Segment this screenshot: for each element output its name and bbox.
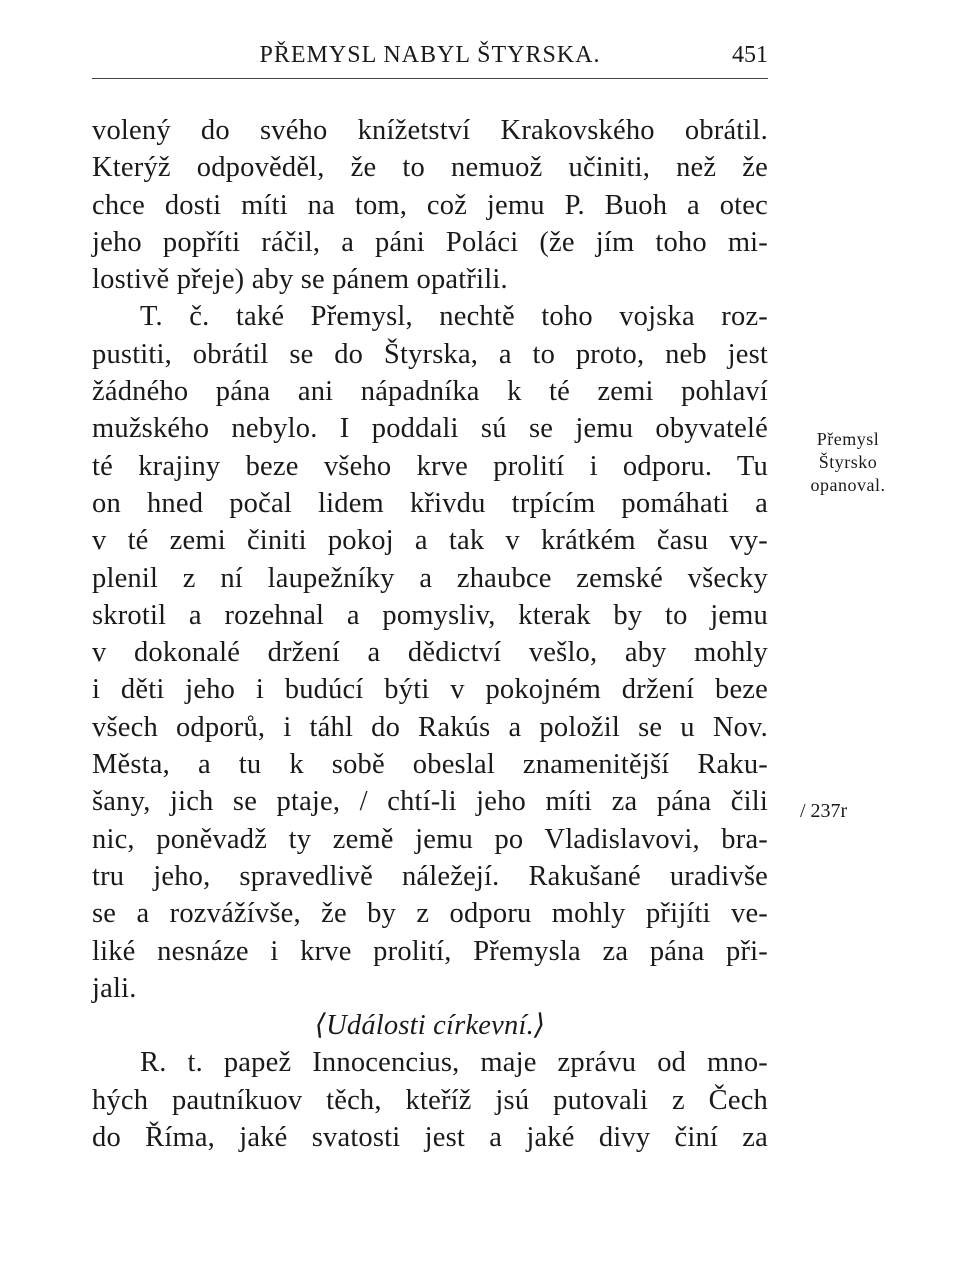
text-line: volený do svého knížetství Krakovského obrátil. — [92, 115, 768, 146]
text-line: T. č. také Přemysl, nechtě toho vojska roz- — [140, 301, 768, 333]
text-line: jali. — [92, 972, 137, 1004]
text-line: skrotil a rozehnal a pomysliv, kterak by to jemu — [92, 599, 768, 631]
text-line: všech odporů, i táhl do Rakús a položil se u Nov. — [92, 711, 768, 743]
page-number: 451 — [732, 42, 768, 68]
running-head — [92, 38, 768, 78]
folio-mark: / 237r — [800, 800, 848, 822]
running-title: PŘEMYSL NABYL ŠTYRSKA. — [259, 42, 601, 68]
text-line: Kterýž odpověděl, že to nemuož učiniti, než že — [92, 152, 768, 184]
text-line: i děti jeho i budúcí býti v pokojném držení beze — [92, 674, 768, 706]
margin-note-line: Štyrsko — [818, 452, 878, 472]
margin-note-line: Přemysl — [816, 429, 880, 449]
text-line: liké nesnáze i krve prolití, Přemysla za pána při- — [92, 935, 768, 967]
text-line: jeho popříti ráčil, a páni Poláci (že jím toho mi- — [92, 226, 768, 258]
margin-note-line: opanoval. — [810, 475, 886, 495]
text-line: v dokonalé držení a dědictví vešlo, aby mohly — [92, 637, 768, 669]
text-line: nic, poněvadž ty země jemu po Vladislavovi, bra- — [92, 823, 768, 855]
text-line: chce dosti míti na tom, což jemu P. Buoh a otec — [92, 189, 768, 221]
text-line: hých pautníkuov těch, kteříž jsú putovali z Čech — [92, 1084, 768, 1116]
text-line: plenil z ní laupežníky a zhaubce zemské všecky — [92, 562, 768, 594]
text-line: se a rozvážívše, že by z odporu mohly přijíti ve- — [92, 898, 768, 930]
margin-note — [788, 428, 908, 497]
text-line: pustiti, obrátil se do Štyrska, a to proto, neb jest — [92, 338, 768, 370]
header-rule — [92, 78, 768, 79]
body-text — [92, 112, 768, 1156]
text-line: Města, a tu k sobě obeslal znamenitější Raku- — [92, 749, 768, 781]
text-line: tru jeho, spravedlivě náležejí. Rakušané uradivše — [92, 860, 768, 892]
text-line: R. t. papež Innocencius, maje zprávu od mno- — [140, 1047, 768, 1079]
section-heading: ⟨Události církevní.⟩ — [314, 1010, 546, 1042]
text-line: mužského nebylo. I poddali sú se jemu obyvatelé — [92, 413, 768, 445]
text-line: šany, jich se ptaje, / chtí-li jeho míti za pána čili — [92, 786, 768, 818]
text-line: v té zemi činiti pokoj a tak v krátkém času vy- — [92, 525, 768, 557]
text-line: on hned počal lidem křivdu trpícím pomáhati a — [92, 487, 768, 519]
text-line: žádného pána ani nápadníka k té zemi pohlaví — [92, 376, 768, 408]
text-line: lostivě přeje) aby se pánem opatřili. — [92, 264, 508, 296]
text-line: do Říma, jaké svatosti jest a jaké divy činí za — [92, 1122, 768, 1154]
text-line: té krajiny beze všeho krve prolití i odporu. Tu — [92, 450, 768, 482]
